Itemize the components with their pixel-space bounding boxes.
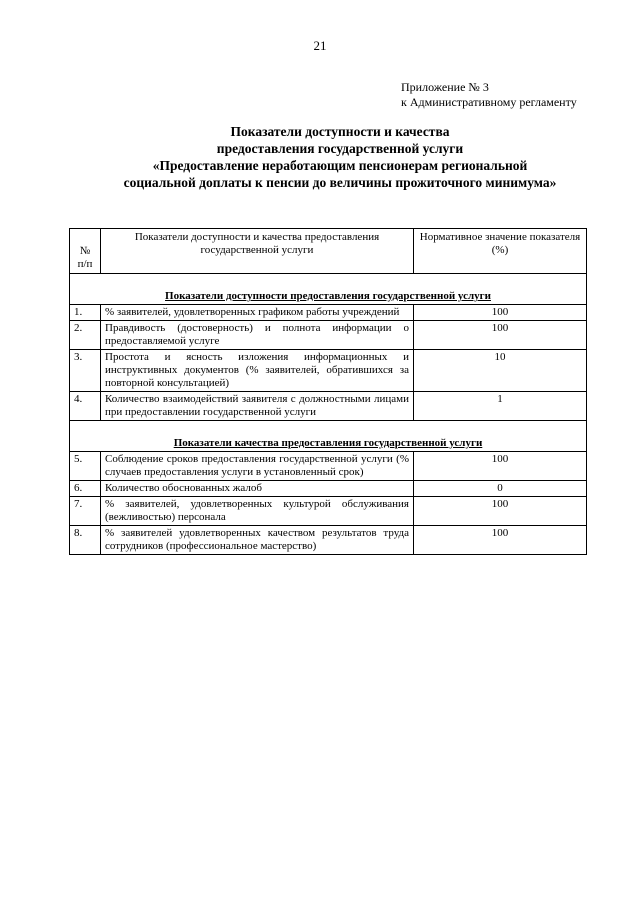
section-row: [70, 421, 587, 452]
row-num: 4.: [70, 392, 101, 421]
document-heading: [60, 123, 620, 191]
row-name: Соблюдение сроков предоставления государственной услуги (% случаев предоставления услуги в установленный срок): [101, 452, 414, 481]
row-value: 1: [414, 392, 587, 421]
heading-line-3: «Предоставление неработающим пенсионерам региональной: [152, 158, 528, 173]
appendix-line-1: Приложение № 3: [401, 80, 489, 94]
row-num: 8.: [70, 526, 101, 555]
row-value: 100: [414, 305, 587, 321]
table-row: [70, 350, 587, 392]
row-num: 3.: [70, 350, 101, 392]
page-number: 21: [313, 38, 327, 53]
heading-line-4: социальной доплаты к пенсии до величины прожиточного минимума»: [123, 175, 557, 190]
row-num: 5.: [70, 452, 101, 481]
table-row: [70, 497, 587, 526]
section-title: Показатели качества предоставления государственной услуги: [70, 421, 587, 452]
section-title: Показатели доступности предоставления государственной услуги: [70, 274, 587, 305]
table-row: [70, 481, 587, 497]
row-name: Количество взаимодействий заявителя с должностными лицами при предоставлении государственной услуги: [101, 392, 414, 421]
appendix-note: [401, 80, 577, 110]
heading-line-1: Показатели доступности и качества: [230, 124, 450, 139]
header-value: Нормативное значение показателя (%): [414, 229, 587, 274]
row-value: 10: [414, 350, 587, 392]
row-num: 1.: [70, 305, 101, 321]
header-name: Показатели доступности и качества предоставления государственной услуги: [101, 229, 414, 274]
row-name: % заявителей, удовлетворенных графиком работы учреждений: [101, 305, 414, 321]
table-row: [70, 392, 587, 421]
row-value: 100: [414, 497, 587, 526]
row-name: % заявителей удовлетворенных качеством результатов труда сотрудников (профессиональное мастерство): [101, 526, 414, 555]
row-num: 2.: [70, 321, 101, 350]
row-value: 0: [414, 481, 587, 497]
table-row: [70, 321, 587, 350]
table-row: [70, 305, 587, 321]
appendix-line-2: к Административному регламенту: [401, 95, 577, 109]
row-name: % заявителей, удовлетворенных культурой обслуживания (вежливостью) персонала: [101, 497, 414, 526]
section-row: [70, 274, 587, 305]
row-value: 100: [414, 321, 587, 350]
table-row: [70, 452, 587, 481]
row-value: 100: [414, 452, 587, 481]
row-num: 7.: [70, 497, 101, 526]
row-name: Простота и ясность изложения информационных и инструктивных документов (% заявителей, обратившихся за повторной консультацией): [101, 350, 414, 392]
indicators-table: [69, 228, 587, 555]
row-value: 100: [414, 526, 587, 555]
table-header-row: [70, 229, 587, 274]
table-row: [70, 526, 587, 555]
row-num: 6.: [70, 481, 101, 497]
row-name: Правдивость (достоверность) и полнота информации о предоставляемой услуге: [101, 321, 414, 350]
header-num: № п/п: [70, 229, 101, 274]
row-name: Количество обоснованных жалоб: [101, 481, 414, 497]
heading-line-2: предоставления государственной услуги: [216, 141, 464, 156]
